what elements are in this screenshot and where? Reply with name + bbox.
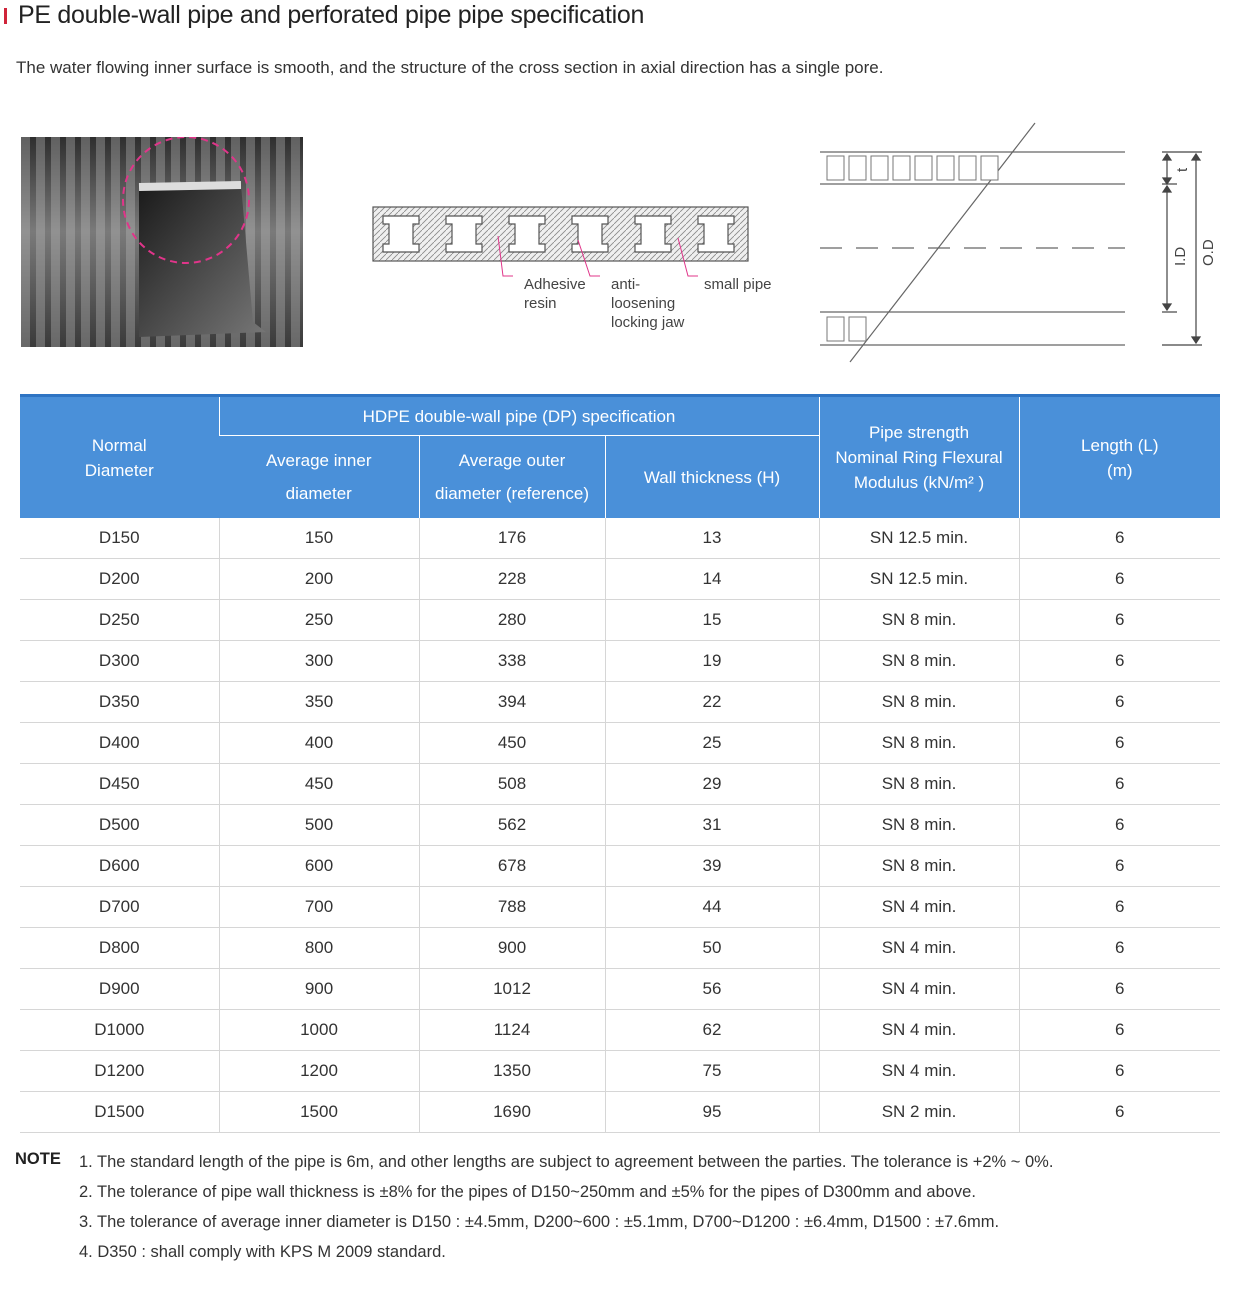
- spec-table: [20, 394, 1220, 1133]
- adhesive-label-2: resin: [524, 295, 557, 312]
- table-row: D1000 1000 1124 62 SN 4 min. 6: [20, 1010, 1220, 1051]
- locking-label-2: loosening: [611, 295, 676, 312]
- table-row: D900 900 1012 56 SN 4 min. 6: [20, 969, 1220, 1010]
- small-pipe-label: small pipe: [704, 276, 772, 293]
- od-label: O.D: [1200, 239, 1217, 266]
- table-row: D600 600 678 39 SN 8 min. 6: [20, 846, 1220, 887]
- header-outer-diameter: Average outer diameter (reference): [419, 436, 605, 519]
- table-row: D400 400 450 25 SN 8 min. 6: [20, 723, 1220, 764]
- pipe-photo-image: [21, 137, 303, 347]
- note-line-3: 3. The tolerance of average inner diameter is D150 : ±4.5mm, D200~600 : ±5.1mm, D700~D1200 : ±6.4mm, D1500 : ±7.6mm.: [79, 1213, 1000, 1231]
- page-title: [4, 0, 644, 30]
- table-row: D700 700 788 44 SN 4 min. 6: [20, 887, 1220, 928]
- title-accent-bar: [4, 8, 7, 24]
- header-inner-diameter: Average inner diameter: [219, 436, 419, 519]
- cross-section-diagram: [368, 200, 788, 330]
- id-label: I.D: [1172, 246, 1189, 266]
- table-row: D150 150 176 13 SN 12.5 min. 6: [20, 518, 1220, 559]
- t-label: t: [1174, 167, 1191, 172]
- header-wall-thickness: Wall thickness (H): [605, 436, 819, 519]
- dimension-diagram: [815, 120, 1230, 365]
- adhesive-label-1: Adhesive: [524, 276, 586, 293]
- note-line-4: 4. D350 : shall comply with KPS M 2009 standard.: [79, 1243, 446, 1261]
- table-row: D500 500 562 31 SN 8 min. 6: [20, 805, 1220, 846]
- header-pipe-strength: Pipe strength Nominal Ring Flexural Modulus (kN/m² ): [819, 396, 1019, 519]
- table-row: D350 350 394 22 SN 8 min. 6: [20, 682, 1220, 723]
- page-description: The water flowing inner surface is smooth, and the structure of the cross section in axial direction has a single pore.: [16, 58, 884, 77]
- note-line-1: 1. The standard length of the pipe is 6m, and other lengths are subject to agreement between the parties. The tolerance is +2% ~ 0%.: [79, 1153, 1054, 1171]
- note-label: NOTE: [15, 1150, 61, 1168]
- table-row: D200 200 228 14 SN 12.5 min. 6: [20, 559, 1220, 600]
- locking-label-3: locking jaw: [611, 314, 685, 330]
- table-row: D1200 1200 1350 75 SN 4 min. 6: [20, 1051, 1220, 1092]
- page-title-text: PE double-wall pipe and perforated pipe pipe specification: [18, 0, 645, 29]
- table-row: D300 300 338 19 SN 8 min. 6: [20, 641, 1220, 682]
- table-row: D800 800 900 50 SN 4 min. 6: [20, 928, 1220, 969]
- note-line-2: 2. The tolerance of pipe wall thickness is ±8% for the pipes of D150~250mm and ±5% for the pipes of D300mm and above.: [79, 1183, 976, 1201]
- header-nominal-diameter: Normal Diameter: [20, 396, 219, 519]
- table-row: D250 250 280 15 SN 8 min. 6: [20, 600, 1220, 641]
- header-hdpe-group: HDPE double-wall pipe (DP) specification: [219, 396, 819, 436]
- table-row: D450 450 508 29 SN 8 min. 6: [20, 764, 1220, 805]
- table-row: D1500 1500 1690 95 SN 2 min. 6: [20, 1092, 1220, 1133]
- locking-label-1: anti-: [611, 276, 641, 293]
- header-length: Length (L) (m): [1019, 396, 1220, 519]
